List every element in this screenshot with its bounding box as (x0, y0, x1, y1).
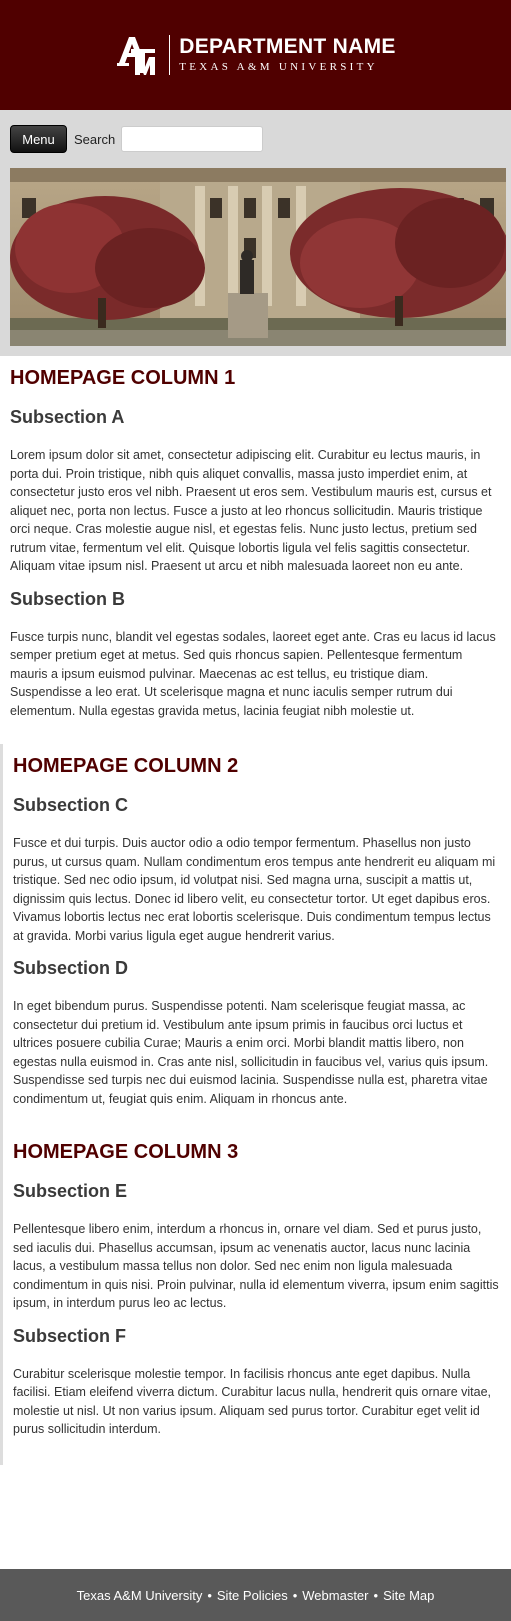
subsection-heading: Subsection E (13, 1181, 128, 1201)
site-footer (0, 1569, 511, 1621)
footer-link-university[interactable]: Texas A&M University (76, 1587, 203, 1603)
subsection-text: Curabitur scelerisque molestie tempor. In facilisis rhoncus ante eget dapibus. Nulla facilisi. Etiam eleifend viverra dictum. Curabitur lacus nulla, hendrerit quis ornare vitae, molestie ut nisl. Ut non varius ipsum. Aliquam sed purus tortor. Curabitur eget velit id purus sollicitudin interdum. (13, 1366, 491, 1436)
footer-link-webmaster[interactable]: Webmaster (302, 1587, 369, 1603)
footer-separator: • (207, 1587, 212, 1603)
footer-link-site-policies[interactable]: Site Policies (216, 1587, 288, 1603)
search-label: Search (74, 131, 116, 147)
homepage-column-1 (0, 356, 511, 720)
menu-button[interactable]: Menu (10, 125, 67, 153)
subsection-heading: Subsection D (13, 958, 129, 978)
subsection-heading: Subsection A (10, 407, 125, 427)
subsection-text: Fusce turpis nunc, blandit vel egestas sodales, laoreet eget ante. Cras eu lacus id lacus semper pretium eget at metus. Sed quis rhoncus sapien. Pellentesque fermentum mauris a ipsum euismod pulvinar. Maecenas ac est tellus, eu tristique diam. Suspendisse a leo erat. Ut scelerisque magna et nunc iaculis semper rutrum dui elementum. Nulla egestas gravida metus, lacinia feugiat nibh molestie ut. (10, 629, 496, 718)
subsection-text: Pellentesque libero enim, interdum a rhoncus in, ornare vel diam. Sed et purus justo, sed iaculis dui. Phasellus accumsan, ipsum ac venenatis auctor, lacus nunc lacinia lacus, a vestibulum massa tellus non dolor. Sed nec enim non ligula malesuada condimentum in quis nisi. Proin pulvinar, nulla id elementum viverra, ipsum enim sagittis ipsum, in interdum purus leo ac lectus. (13, 1222, 499, 1310)
subsection-text: Lorem ipsum dolor sit amet, consectetur adipiscing elit. Curabitur eu lectus mauris, in porta dui. Proin tristique, nibh quis aliquet convallis, massa justo imperdiet enim, at consectetur justo eros vel nibh. Praesent ut eros sem. Vestibulum mauris est, cursus et aliquet nec, porta non lectus. Fusce a justo at leo rhoncus sollicitudin. Mauris tristique orci neque. Cras molestie augue nisl, et egestas felis. Nunc justo lectus, pretium sed rutrum vitae, fermentum vel elit. Quisque lobortis ligula vel felis sagittis consectetur. Aliquam vitae ipsum nisl. Praesent ut arcu et nibh malesuada laoreet non eu ante. (10, 448, 492, 573)
subsection-text: Fusce et dui turpis. Duis auctor odio a odio tempor fermentum. Phasellus non justo purus, ut cursus quam. Nullam condimentum eros tempus ante hendrerit eu aliquam mi tristique. Sed nec odio ipsum, id volutpat nisi. Sed magna urna, suscipit a mattis ut, dignissim quis lectus. Donec id libero velit, eu consectetur tortor. Ut eget dapibus eros. Vivamus lobortis lectus nec erat lobortis scelerisque. Duis condimentum tempus lectus at gravida. Morbi varius ligula eget augue hendrerit varius. (13, 836, 496, 943)
column-heading: HOMEPAGE COLUMN 1 (10, 367, 236, 389)
column-heading: HOMEPAGE COLUMN 2 (13, 755, 239, 777)
department-name: DEPARTMENT NAME (179, 35, 396, 58)
footer-link-site-map[interactable]: Site Map (383, 1587, 435, 1603)
subsection-heading: Subsection B (10, 588, 126, 609)
subsection-text: In eget bibendum purus. Suspendisse potenti. Nam scelerisque feugiat massa, ac consectetur dui pretium id. Vestibulum ante ipsum primis in faucibus orci luctus et ultrices posuere cubilia Curae; Mauris a enim orci. Morbi blandit mattis libero, non egestas nulla euismod in. Cras ante nisl, sollicitudin in faucibus vel, varius quis ipsum. Suspendisse sed turpis nec dui euismod lacinia. Suspendisse nulla est, pharetra vitae condimentum ut, feugiat quis enim. Aliquam in rhoncus ante. (13, 999, 489, 1106)
atm-logo-icon (115, 33, 163, 77)
brand-divider (169, 35, 170, 75)
subsection-heading: Subsection C (13, 795, 129, 815)
column-heading: HOMEPAGE COLUMN 3 (13, 1141, 239, 1163)
nav-bar (0, 110, 511, 168)
brand[interactable] (115, 33, 395, 77)
footer-separator: • (373, 1587, 379, 1603)
homepage-column-2 (0, 744, 511, 1465)
hero-container (0, 168, 511, 356)
search-input[interactable] (121, 126, 263, 152)
site-header (0, 0, 511, 110)
campus-photo-icon (10, 168, 506, 346)
subsection-heading: Subsection F (13, 1325, 127, 1346)
brand-text (179, 36, 395, 74)
university-name: TEXAS A&M UNIVERSITY (179, 61, 378, 73)
footer-separator: • (292, 1587, 298, 1603)
